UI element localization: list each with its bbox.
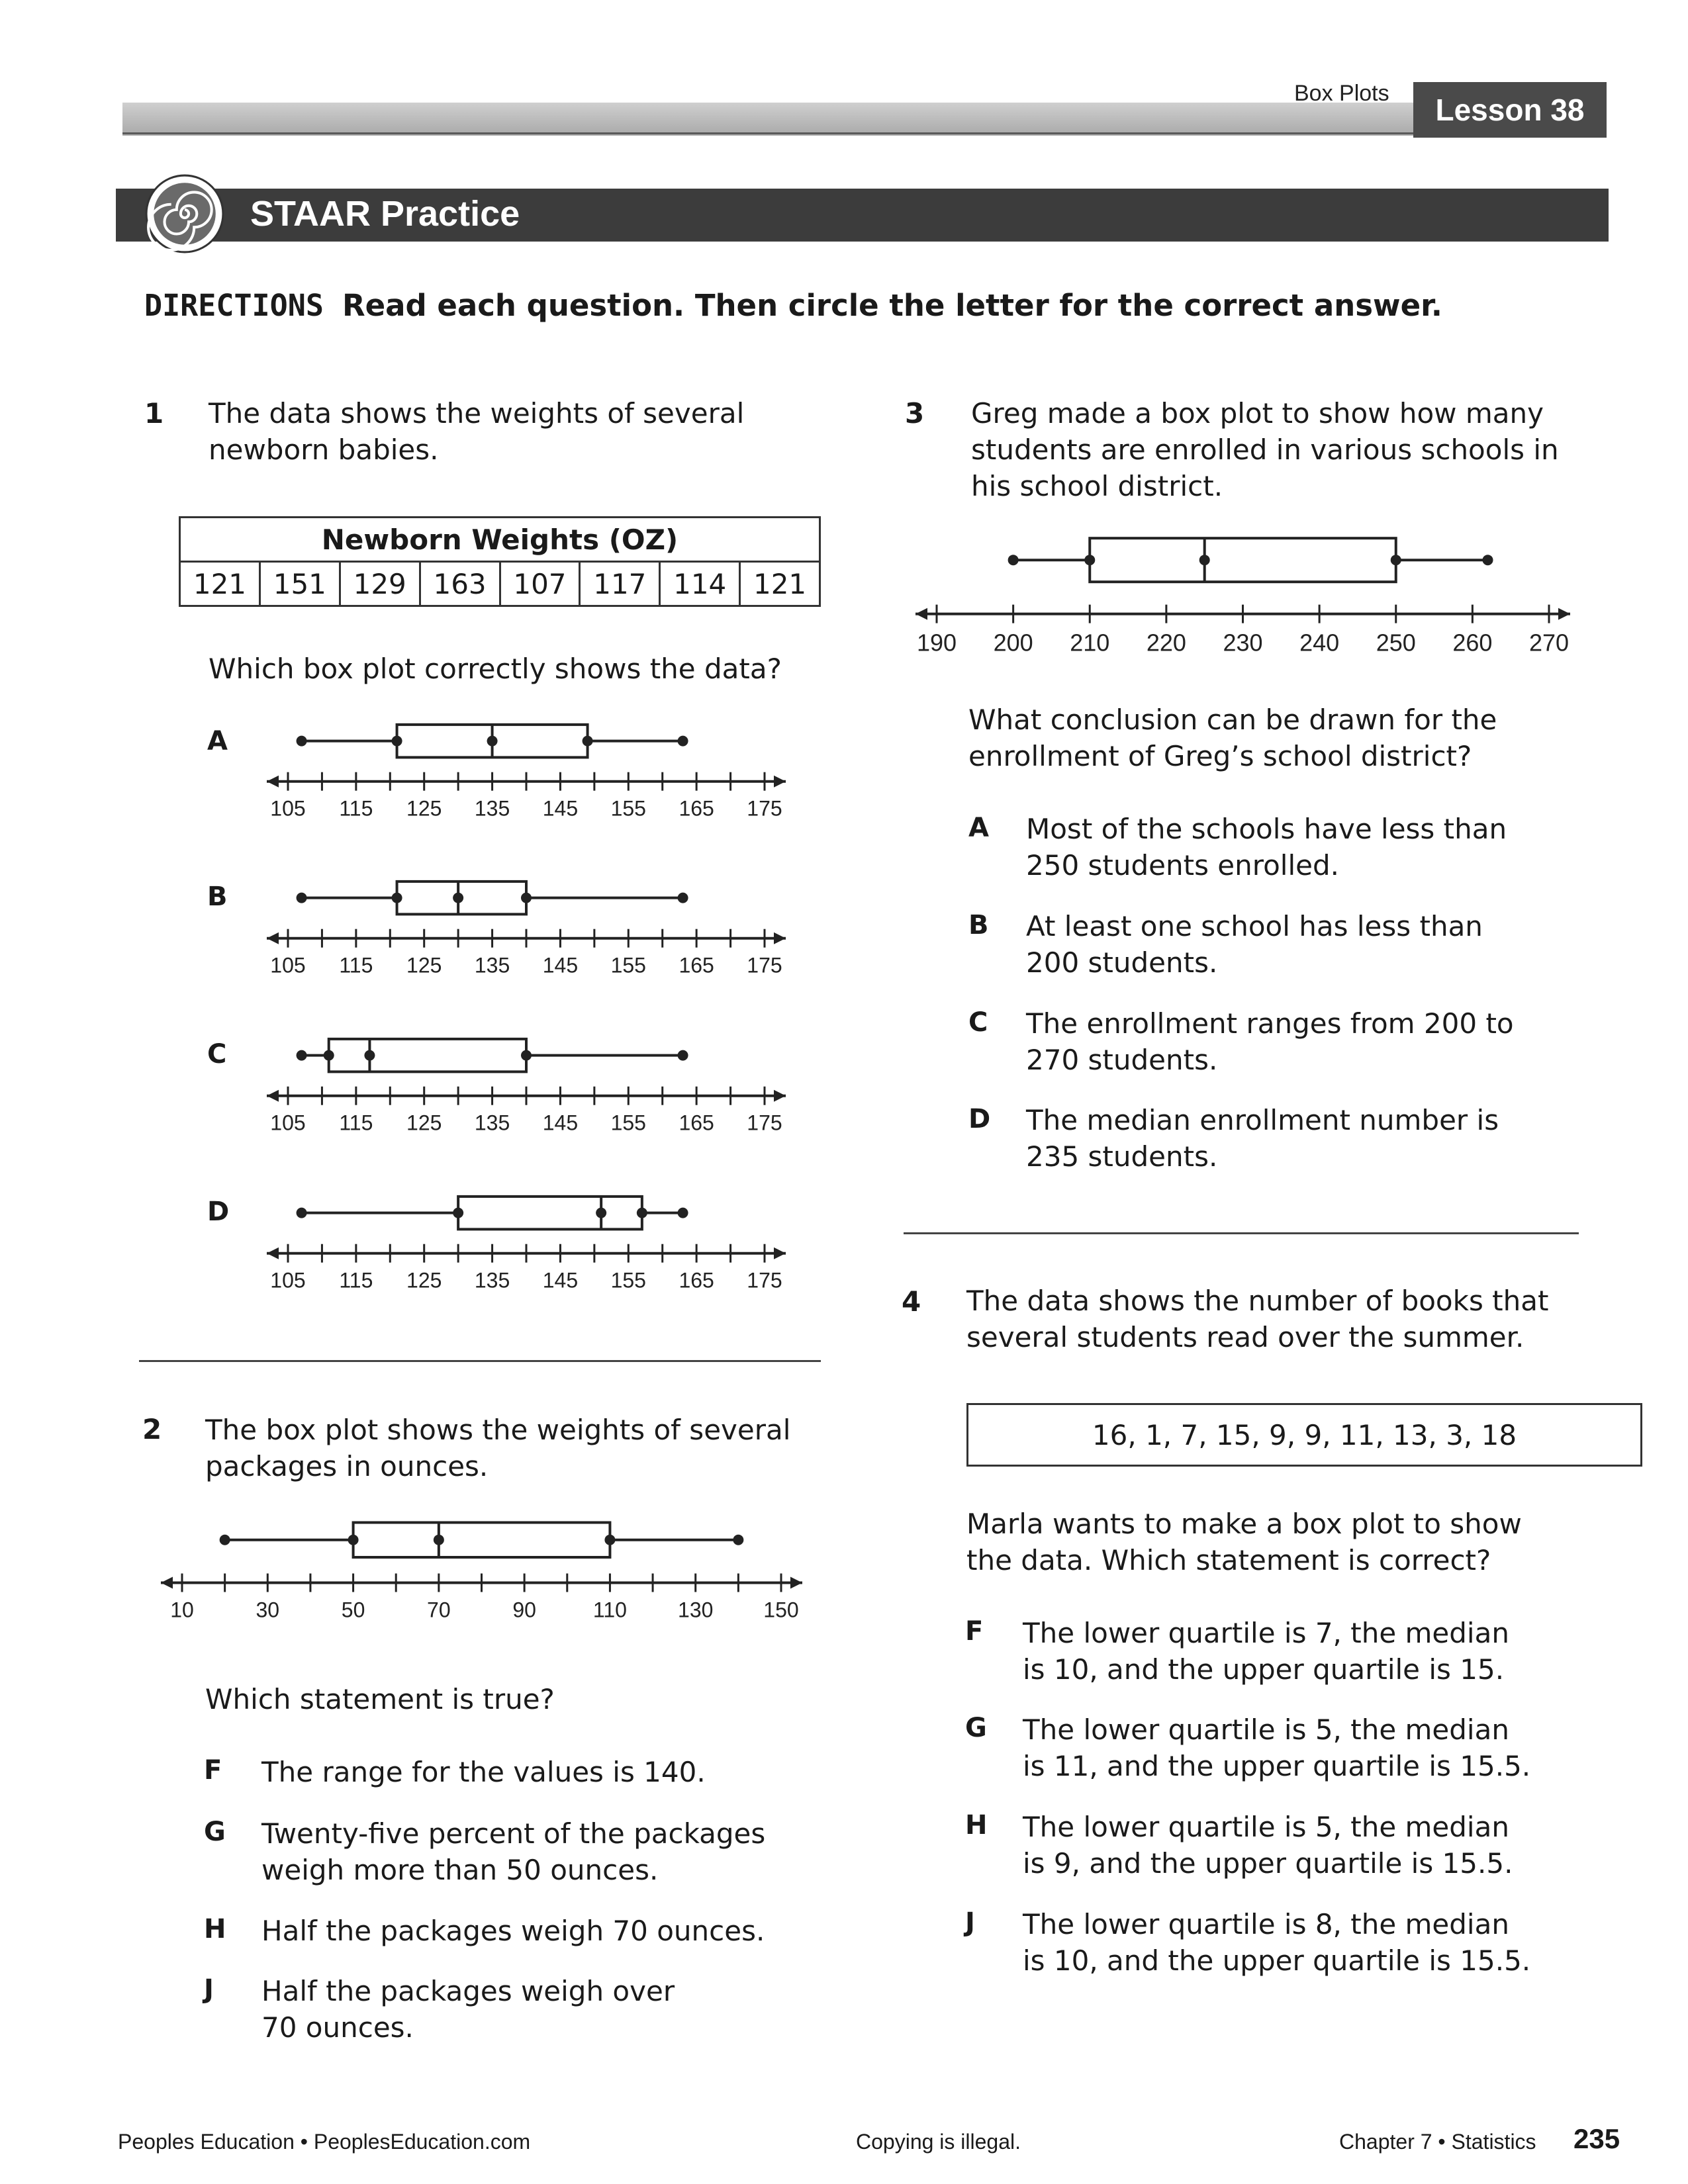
tick-label: 240	[1299, 629, 1340, 657]
axis-arrow-right	[774, 776, 786, 788]
q2-option-j-text-1[interactable]: Half the packages weigh over	[261, 1975, 675, 2007]
q3-option-c-text-2[interactable]: 270 students.	[1026, 1044, 1218, 1076]
q2-text-2: packages in ounces.	[205, 1450, 489, 1482]
q1-boxplot-d	[261, 1190, 791, 1299]
tick-label: 135	[474, 1268, 510, 1293]
tick-label: 145	[542, 1111, 579, 1135]
axis-arrow-left	[267, 776, 279, 788]
q2-boxplot	[156, 1516, 808, 1631]
axis-arrow-right	[774, 1090, 786, 1102]
q1-boxplot-a	[261, 718, 791, 827]
banner-title: STAAR Practice	[250, 194, 520, 234]
q2-option-h-text[interactable]: Half the packages weigh 70 ounces.	[261, 1915, 765, 1947]
table-cell: 107	[500, 562, 580, 606]
q4-option-j-text-1[interactable]: The lower quartile is 8, the median	[1023, 1908, 1509, 1940]
tick-label: 250	[1376, 629, 1416, 657]
table-cell: 129	[340, 562, 420, 606]
point-median	[434, 1535, 444, 1545]
q4-number: 4	[902, 1285, 921, 1318]
q4-option-h-text-1[interactable]: The lower quartile is 5, the median	[1023, 1811, 1509, 1843]
q2-option-h-letter[interactable]: H	[204, 1914, 226, 1944]
table-cell: 151	[259, 562, 340, 606]
tick-label: 150	[763, 1598, 799, 1622]
point-q1	[392, 893, 402, 903]
divider	[139, 1360, 821, 1362]
q4-option-j-text-2[interactable]: is 10, and the upper quartile is 15.5.	[1023, 1944, 1531, 1977]
table-cell: 114	[660, 562, 740, 606]
tick-label: 165	[679, 1268, 714, 1293]
point-q1	[453, 1208, 463, 1218]
axis-arrow-right	[774, 933, 786, 944]
section-label: Box Plots	[1294, 81, 1389, 106]
tick-label: 105	[270, 796, 306, 821]
q3-option-a-text-1[interactable]: Most of the schools have less than	[1026, 813, 1507, 845]
tick-label: 115	[339, 953, 373, 978]
header-rule	[122, 132, 1413, 134]
q3-number: 3	[905, 397, 925, 430]
point-max	[678, 893, 688, 903]
newborn-weights-table	[179, 516, 821, 607]
q2-option-g-text-1[interactable]: Twenty-five percent of the packages	[261, 1817, 766, 1850]
point-median	[1199, 555, 1210, 565]
point-q1	[324, 1050, 334, 1061]
table-cell: 121	[180, 562, 260, 606]
divider	[904, 1232, 1579, 1234]
point-q1	[1084, 555, 1095, 565]
tick-label: 230	[1223, 629, 1263, 657]
tick-label: 145	[542, 1268, 579, 1293]
q3-option-b-text-1[interactable]: At least one school has less than	[1026, 910, 1483, 942]
point-median	[453, 893, 463, 903]
q2-number: 2	[142, 1413, 162, 1445]
q4-prompt-1: Marla wants to make a box plot to show	[966, 1508, 1522, 1540]
tick-label: 145	[542, 953, 579, 978]
q3-option-d-letter[interactable]: D	[968, 1104, 991, 1134]
q3-option-b-text-2[interactable]: 200 students.	[1026, 946, 1218, 979]
box-iqr	[1090, 538, 1396, 582]
q4-option-f-text-1[interactable]: The lower quartile is 7, the median	[1023, 1617, 1509, 1649]
lesson-tab: Lesson 38	[1413, 82, 1607, 138]
tick-label: 105	[270, 1111, 306, 1135]
point-q3	[1391, 555, 1401, 565]
point-max	[678, 1050, 688, 1061]
q3-option-d-text-1[interactable]: The median enrollment number is	[1026, 1104, 1499, 1136]
tick-label: 210	[1070, 629, 1110, 657]
q4-option-h-text-2[interactable]: is 9, and the upper quartile is 15.5.	[1023, 1847, 1513, 1880]
tick-label: 270	[1528, 629, 1570, 657]
q2-option-g-letter[interactable]: G	[204, 1817, 226, 1847]
point-q1	[348, 1535, 359, 1545]
point-q3	[521, 1050, 532, 1061]
point-median	[364, 1050, 375, 1061]
q1-number: 1	[144, 397, 164, 430]
tick-label: 10	[170, 1598, 194, 1622]
tick-label: 190	[916, 629, 957, 657]
tick-label: 155	[610, 796, 646, 821]
q2-option-g-text-2[interactable]: weigh more than 50 ounces.	[261, 1854, 659, 1886]
tick-label: 50	[341, 1598, 365, 1622]
q1-option-c-letter[interactable]: C	[207, 1039, 227, 1069]
tick-label: 260	[1452, 629, 1493, 657]
q3-option-a-text-2[interactable]: 250 students enrolled.	[1026, 849, 1339, 882]
q3-option-c-text-1[interactable]: The enrollment ranges from 200 to	[1026, 1007, 1514, 1040]
axis-arrow-left	[267, 1090, 279, 1102]
q2-text-1: The box plot shows the weights of several	[205, 1414, 791, 1446]
page-number: 235	[1573, 2123, 1620, 2154]
q1-text-1: The data shows the weights of several	[209, 397, 745, 430]
point-q3	[604, 1535, 615, 1545]
point-min	[297, 736, 307, 747]
table-title: Newborn Weights (OZ)	[180, 518, 820, 562]
box-iqr	[353, 1523, 610, 1558]
tick-label: 70	[427, 1598, 451, 1622]
tick-label: 125	[406, 1268, 442, 1293]
tick-label: 135	[474, 953, 510, 978]
q2-option-j-text-2[interactable]: 70 ounces.	[261, 2011, 414, 2044]
tick-label: 155	[610, 1111, 646, 1135]
q3-prompt-2: enrollment of Greg’s school district?	[968, 740, 1472, 772]
point-median	[487, 736, 498, 747]
point-q3	[521, 893, 532, 903]
q3-text-2: students are enrolled in various schools in	[971, 433, 1559, 466]
q1-text-2: newborn babies.	[209, 433, 439, 466]
point-min	[297, 893, 307, 903]
point-min	[297, 1050, 307, 1061]
q3-option-a-letter[interactable]: A	[968, 813, 989, 843]
point-q3	[583, 736, 593, 747]
table-cell: 163	[420, 562, 500, 606]
point-min	[1008, 555, 1019, 565]
directions-text: Read each question. Then circle the letter for the correct answer.	[342, 288, 1443, 323]
q4-option-f-letter[interactable]: F	[965, 1616, 984, 1647]
tick-label: 110	[592, 1598, 627, 1622]
q4-prompt-2: the data. Which statement is correct?	[966, 1544, 1491, 1576]
point-max	[733, 1535, 743, 1545]
point-min	[297, 1208, 307, 1218]
point-max	[1483, 555, 1493, 565]
footer-notice: Copying is illegal.	[856, 2130, 1021, 2154]
axis-arrow-left	[161, 1577, 173, 1589]
point-median	[596, 1208, 606, 1218]
q4-option-g-text-2[interactable]: is 11, and the upper quartile is 15.5.	[1023, 1750, 1531, 1782]
footer-publisher: Peoples Education • PeoplesEducation.com	[118, 2130, 531, 2154]
tick-label: 125	[406, 1111, 442, 1135]
q4-option-j-letter[interactable]: J	[965, 1907, 975, 1938]
q3-text-3: his school district.	[971, 470, 1223, 502]
point-min	[220, 1535, 230, 1545]
tick-label: 175	[747, 796, 782, 821]
tick-label: 30	[256, 1598, 280, 1622]
tick-label: 135	[474, 796, 510, 821]
point-max	[678, 736, 688, 747]
table-cell: 121	[740, 562, 820, 606]
point-max	[678, 1208, 688, 1218]
q2-prompt: Which statement is true?	[205, 1683, 555, 1715]
tick-label: 145	[542, 796, 579, 821]
tick-label: 165	[679, 1111, 714, 1135]
q1-option-b-letter[interactable]: B	[207, 882, 228, 912]
q3-option-d-text-2[interactable]: 235 students.	[1026, 1140, 1218, 1173]
box-iqr	[458, 1197, 642, 1230]
q3-option-b-letter[interactable]: B	[968, 910, 989, 940]
tick-label: 130	[678, 1598, 714, 1622]
tick-label: 135	[474, 1111, 510, 1135]
q1-boxplot-b	[261, 875, 791, 984]
tick-label: 155	[610, 953, 646, 978]
header-band	[122, 103, 1413, 136]
axis-arrow-left	[267, 933, 279, 944]
q2-option-j-letter[interactable]: J	[204, 1974, 214, 2005]
point-q1	[392, 736, 402, 747]
spiral-logo-icon	[144, 173, 225, 254]
directions-label: DIRECTIONS	[144, 288, 324, 323]
q1-prompt: Which box plot correctly shows the data?	[209, 653, 782, 685]
q4-option-f-text-2[interactable]: is 10, and the upper quartile is 15.	[1023, 1653, 1505, 1686]
tick-label: 165	[679, 796, 714, 821]
tick-label: 155	[610, 1268, 646, 1293]
axis-arrow-right	[774, 1248, 786, 1259]
q4-text-1: The data shows the number of books that	[966, 1285, 1549, 1317]
q1-option-a-letter[interactable]: A	[207, 726, 228, 756]
q3-option-c-letter[interactable]: C	[968, 1007, 988, 1038]
q4-option-h-letter[interactable]: H	[965, 1810, 988, 1841]
tick-label: 115	[339, 796, 373, 821]
box-iqr	[329, 1039, 526, 1072]
q1-option-d-letter[interactable]: D	[207, 1197, 230, 1227]
tick-label: 165	[679, 953, 714, 978]
q3-prompt-1: What conclusion can be drawn for the	[968, 704, 1497, 736]
q3-text-1: Greg made a box plot to show how many	[971, 397, 1544, 430]
tick-label: 115	[339, 1268, 373, 1293]
table-cell: 117	[580, 562, 660, 606]
q2-option-f-text[interactable]: The range for the values is 140.	[261, 1756, 706, 1788]
q4-option-g-text-1[interactable]: The lower quartile is 5, the median	[1023, 1713, 1509, 1746]
books-data-box: 16, 1, 7, 15, 9, 9, 11, 13, 3, 18	[966, 1403, 1642, 1467]
tick-label: 175	[747, 1268, 782, 1293]
q2-option-f-letter[interactable]: F	[204, 1755, 222, 1786]
tick-label: 105	[270, 953, 306, 978]
tick-label: 175	[747, 1111, 782, 1135]
tick-label: 105	[270, 1268, 306, 1293]
tick-label: 175	[747, 953, 782, 978]
axis-arrow-left	[267, 1248, 279, 1259]
q4-option-g-letter[interactable]: G	[965, 1713, 987, 1743]
q4-text-2: several students read over the summer.	[966, 1321, 1524, 1353]
axis-arrow-right	[790, 1577, 802, 1589]
tick-label: 220	[1146, 629, 1186, 657]
tick-label: 125	[406, 796, 442, 821]
q3-boxplot	[910, 529, 1575, 675]
tick-label: 200	[993, 629, 1033, 657]
tick-label: 90	[512, 1598, 536, 1622]
axis-arrow-left	[915, 608, 927, 620]
footer-chapter: Chapter 7 • Statistics	[1339, 2130, 1536, 2154]
q1-boxplot-c	[261, 1032, 791, 1142]
tick-label: 115	[339, 1111, 373, 1135]
directions	[144, 288, 1442, 323]
tick-label: 125	[406, 953, 442, 978]
point-q3	[637, 1208, 647, 1218]
axis-arrow-right	[1558, 608, 1570, 620]
